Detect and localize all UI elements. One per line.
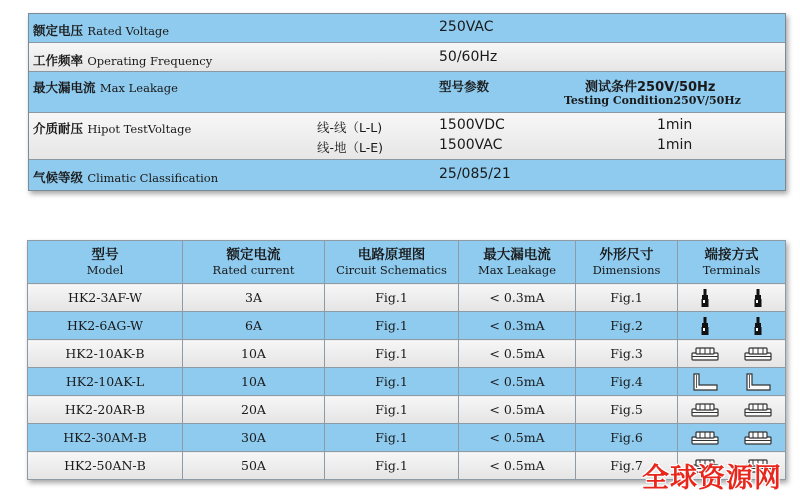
hipot-label: 介质耐压 Hipot TestVoltage (33, 121, 192, 136)
max-leakage-cell: < 0.5mA (459, 368, 576, 396)
table-row (28, 340, 786, 368)
model-cell: HK2-10AK-L (28, 368, 183, 396)
header-circuit-schematics: 电路原理图 Circuit Schematics (325, 241, 459, 284)
terminals-cell (678, 424, 786, 452)
header-rated-current: 额定电流 Rated current (183, 241, 325, 284)
l-bracket-terminal-icon (692, 373, 718, 391)
operating-frequency-label: 工作频率 Operating Frequency (33, 53, 213, 68)
rated-voltage-value: 250VAC (439, 19, 494, 35)
dimensions-cell: Fig.5 (576, 396, 678, 424)
spec-table (28, 13, 786, 191)
terminals-cell (678, 396, 786, 424)
table-row (28, 396, 786, 424)
hipot-ll-time: 1min (657, 117, 693, 133)
dimensions-cell: Fig.7 (576, 452, 678, 480)
spec-row-hipot (29, 113, 785, 160)
spec-row-climatic (29, 160, 785, 190)
climatic-label: 气候等级 Climatic Classification (33, 170, 219, 185)
schematic-cell: Fig.1 (325, 284, 459, 312)
terminals-cell (678, 312, 786, 340)
hipot-le-value: 1500VAC (439, 137, 503, 153)
l-bracket-terminal-icon (745, 373, 771, 391)
rated-current-cell: 20A (183, 396, 325, 424)
hipot-le-time: 1min (657, 137, 693, 153)
hipot-ll-label: 线-线（L-L) (317, 120, 383, 135)
spec-row-rated-voltage (29, 14, 785, 43)
schematic-cell: Fig.1 (325, 312, 459, 340)
screw-terminal-icon (744, 345, 772, 363)
schematic-cell: Fig.1 (325, 368, 459, 396)
rated-current-cell: 6A (183, 312, 325, 340)
dimensions-cell: Fig.3 (576, 340, 678, 368)
test-condition-header-en: Testing Condition250V/50Hz (564, 94, 741, 107)
header-dimensions: 外形尺寸 Dimensions (576, 241, 678, 284)
rated-current-cell: 10A (183, 340, 325, 368)
wire-lead-terminal-icon (700, 288, 710, 308)
terminals-cell (678, 340, 786, 368)
table-row (28, 312, 786, 340)
model-cell: HK2-10AK-B (28, 340, 183, 368)
max-leakage-label: 最大漏电流 Max Leakage (33, 80, 178, 95)
rated-current-cell: 3A (183, 284, 325, 312)
hipot-le-label: 线-地（L-E) (317, 140, 384, 155)
model-cell: HK2-30AM-B (28, 424, 183, 452)
max-leakage-cell: < 0.5mA (459, 340, 576, 368)
header-terminals: 端接方式 Terminals (678, 241, 786, 284)
schematic-cell: Fig.1 (325, 396, 459, 424)
header-max-leakage: 最大漏电流 Max Leakage (459, 241, 576, 284)
screw-terminal-icon (744, 401, 772, 419)
rated-voltage-label: 额定电压 Rated Voltage (33, 23, 170, 38)
max-leakage-cell: < 0.3mA (459, 284, 576, 312)
model-cell: HK2-50AN-B (28, 452, 183, 480)
dimensions-cell: Fig.4 (576, 368, 678, 396)
max-leakage-cell: < 0.5mA (459, 452, 576, 480)
screw-terminal-icon (691, 401, 719, 419)
climatic-value: 25/085/21 (439, 166, 511, 182)
schematic-cell: Fig.1 (325, 340, 459, 368)
terminals-cell (678, 284, 786, 312)
model-cell: HK2-3AF-W (28, 284, 183, 312)
test-condition-header: 测试条件250V/50Hz (585, 80, 716, 95)
wire-lead-terminal-icon (753, 288, 763, 308)
wire-lead-terminal-icon (700, 316, 710, 336)
rated-current-cell: 30A (183, 424, 325, 452)
table-row (28, 284, 786, 312)
schematic-cell: Fig.1 (325, 452, 459, 480)
product-table-header (28, 241, 786, 284)
rated-current-cell: 50A (183, 452, 325, 480)
model-param-header: 型号参数 (439, 79, 490, 94)
screw-terminal-icon (744, 429, 772, 447)
dimensions-cell: Fig.6 (576, 424, 678, 452)
screw-terminal-icon (691, 429, 719, 447)
rated-current-cell: 10A (183, 368, 325, 396)
hipot-ll-value: 1500VDC (439, 117, 505, 133)
table-row (28, 424, 786, 452)
table-row (28, 368, 786, 396)
operating-frequency-value: 50/60Hz (439, 49, 498, 65)
product-table (27, 240, 786, 480)
product-table-body (28, 284, 786, 480)
dimensions-cell: Fig.1 (576, 284, 678, 312)
dimensions-cell: Fig.2 (576, 312, 678, 340)
wire-lead-terminal-icon (753, 316, 763, 336)
terminals-cell (678, 368, 786, 396)
header-model: 型号 Model (28, 241, 183, 284)
max-leakage-cell: < 0.3mA (459, 312, 576, 340)
watermark-logo: 全球资源网 (642, 463, 782, 494)
spec-row-operating-frequency (29, 43, 785, 72)
schematic-cell: Fig.1 (325, 424, 459, 452)
model-cell: HK2-6AG-W (28, 312, 183, 340)
max-leakage-cell: < 0.5mA (459, 396, 576, 424)
model-cell: HK2-20AR-B (28, 396, 183, 424)
screw-terminal-icon (691, 345, 719, 363)
spec-row-max-leakage (29, 72, 785, 113)
max-leakage-cell: < 0.5mA (459, 424, 576, 452)
